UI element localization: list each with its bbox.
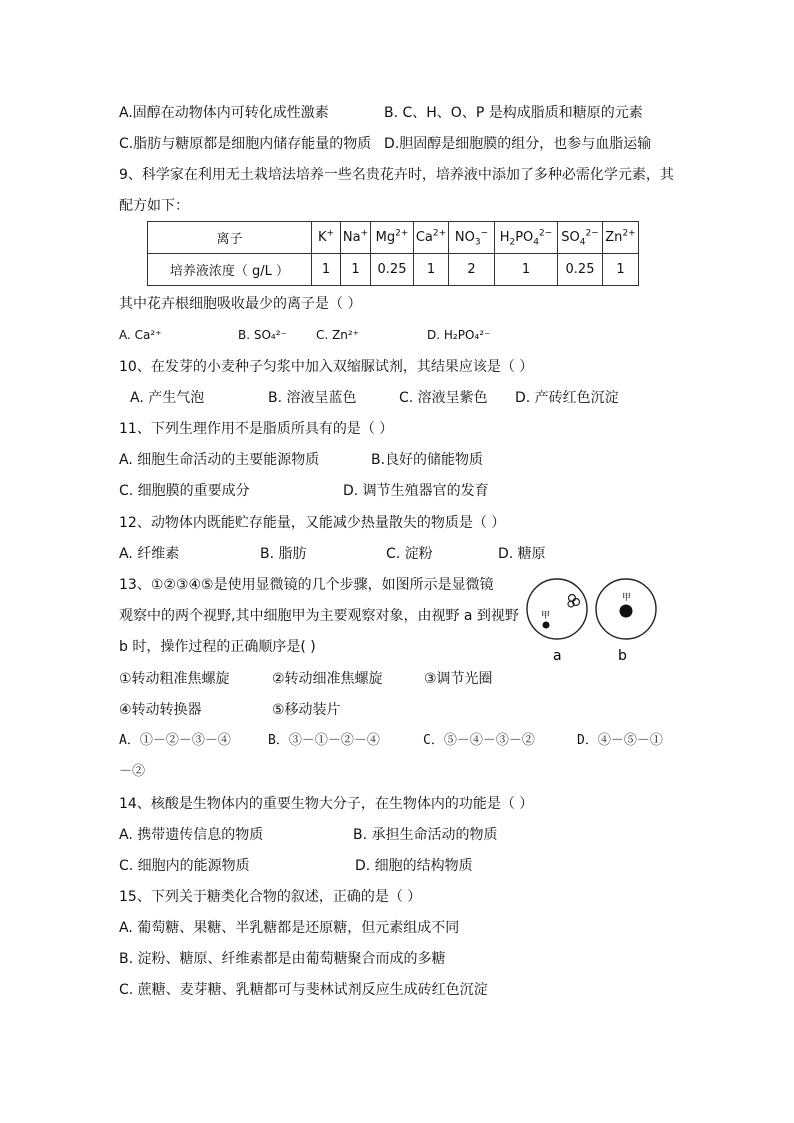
q15-option-a: A. 葡萄糖、果糖、半乳糖都是还原糖，但元素组成不同 [119, 920, 460, 936]
q13-stem-line3: b 时，操作过程的正确顺序是( ) [119, 639, 316, 655]
q9-question: 其中花卉根细胞吸收最少的离子是（ ） [119, 296, 362, 312]
field-a-label: a [553, 648, 562, 664]
q10-stem: 10、在发芽的小麦种子匀浆中加入双缩脲试剂，其结果应该是（ ） [119, 359, 534, 375]
q13-option-c: C．⑤－④－③－② [423, 733, 535, 748]
ion-k: K+ [312, 222, 341, 254]
q14-option-d: D. 细胞的结构物质 [355, 858, 473, 874]
q13-step-5: ⑤移动装片 [272, 702, 341, 718]
table-header-ion: 离子 [148, 222, 312, 254]
table-cell: 1 [603, 254, 639, 286]
table-cell: 1 [341, 254, 371, 286]
q11-stem: 11、下列生理作用不是脂质所具有的是（ ） [119, 421, 394, 437]
field-a-cell-1 [569, 595, 576, 602]
q8-option-d: D.胆固醇是细胞膜的组分，也参与血脂运输 [384, 136, 652, 152]
q13-stem-line1: 13、①②③④⑤是使用显微镜的几个步骤，如图所示是显微镜 [119, 577, 494, 593]
q14-option-a: A. 携带遗传信息的物质 [119, 827, 264, 843]
q14-option-c: C. 细胞内的能源物质 [119, 858, 250, 874]
table-cell: 1 [414, 254, 449, 286]
table-cell: 1 [312, 254, 341, 286]
q13-option-a: A．①－②－③－④ [119, 733, 231, 748]
q13-step-2: ②转动细准焦螺旋 [272, 671, 383, 687]
ion-concentration-table [147, 221, 639, 286]
q15-stem: 15、下列关于糖类化合物的叙述，正确的是（ ） [119, 889, 422, 905]
q10-option-c: C. 溶液呈紫色 [399, 390, 488, 406]
q11-option-b: B.良好的储能物质 [371, 452, 484, 468]
q13-step-3: ③调节光圈 [424, 671, 493, 687]
q15-option-b: B. 淀粉、糖原、纤维素都是由葡萄糖聚合而成的多糖 [119, 951, 446, 967]
table-cell: 0.25 [371, 254, 414, 286]
microscope-fields-diagram [526, 578, 666, 668]
table-header-concentration: 培养液浓度（ g/L ） [148, 254, 312, 286]
q10-option-a: A. 产生气泡 [130, 390, 205, 406]
q13-stem-line2: 观察中的两个视野,其中细胞甲为主要观察对象，由视野 a 到视野 [119, 608, 519, 624]
ion-no3: $NO_3^-$ [449, 222, 495, 254]
table-row-ions [148, 222, 639, 254]
ion-mg: $Mg^{2+}$ [371, 222, 414, 254]
q8-option-c: C.脂肪与糖原都是细胞内储存能量的物质 [119, 136, 372, 152]
q9-stem-line1: 9、科学家在利用无土栽培法培养一些名贵花卉时，培养液中添加了多种必需化学元素，其 [119, 167, 674, 183]
field-a-circle [527, 579, 587, 639]
ion-h2po4: $H_2PO_4^{2-}$ [495, 222, 558, 254]
q9-option-d: D. H₂PO₄²⁻ [427, 328, 491, 342]
field-b-label: b [618, 648, 627, 664]
q10-option-b: B. 溶液呈蓝色 [268, 390, 357, 406]
ion-zn: $Zn^{2+}$ [603, 222, 639, 254]
q12-option-d: D. 糖原 [498, 546, 546, 562]
field-b-jia-label: 甲 [622, 593, 632, 603]
table-cell: 1 [495, 254, 558, 286]
ion-na: Na+ [341, 222, 371, 254]
q9-option-c: C. Zn²⁺ [316, 328, 359, 342]
q12-stem: 12、动物体内既能贮存能量，又能减少热量散失的物质是（ ） [119, 515, 506, 531]
q14-option-b: B. 承担生命活动的物质 [353, 827, 498, 843]
q13-option-d-continued: －② [119, 764, 146, 779]
ion-ca: $Ca^{2+}$ [414, 222, 449, 254]
q12-option-c: C. 淀粉 [386, 546, 433, 562]
q12-option-a: A. 纤维素 [119, 546, 180, 562]
q8-option-a: A.固醇在动物体内可转化成性激素 [119, 105, 329, 121]
q9-option-a: A. Ca²⁺ [119, 328, 162, 342]
q13-option-b: B．③－①－②－④ [268, 733, 380, 748]
q13-step-1: ①转动粗准焦螺旋 [119, 671, 230, 687]
field-b-cell-jia [620, 605, 633, 618]
table-row-concentration [148, 254, 639, 286]
q11-option-d: D. 调节生殖器官的发育 [343, 483, 489, 499]
q9-option-b: B. SO₄²⁻ [238, 328, 287, 342]
q13-step-4: ④转动转换器 [119, 702, 202, 718]
q12-option-b: B. 脂肪 [260, 546, 307, 562]
ion-so4: $SO_4^{2-}$ [558, 222, 603, 254]
field-a-cell-jia [543, 622, 550, 629]
q15-option-c: C. 蔗糖、麦芽糖、乳糖都可与斐林试剂反应生成砖红色沉淀 [119, 982, 488, 998]
q8-option-b: B. C、H、O、P 是构成脂质和糖原的元素 [384, 105, 643, 121]
q11-option-a: A. 细胞生命活动的主要能源物质 [119, 452, 320, 468]
table-cell: 2 [449, 254, 495, 286]
q14-stem: 14、核酸是生物体内的重要生物大分子，在生物体内的功能是（ ） [119, 796, 534, 812]
q9-stem-line2: 配方如下： [119, 198, 189, 214]
q13-option-d: D．④－⑤－① [577, 733, 663, 748]
table-cell: 0.25 [558, 254, 603, 286]
q11-option-c: C. 细胞膜的重要成分 [119, 483, 250, 499]
q10-option-d: D. 产砖红色沉淀 [515, 390, 619, 406]
field-a-jia-label: 甲 [541, 611, 551, 621]
